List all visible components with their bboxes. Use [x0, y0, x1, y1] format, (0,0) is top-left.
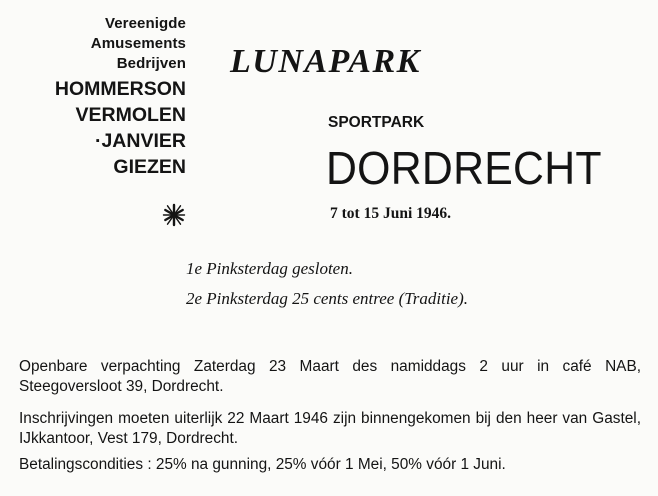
- organizer-title-line-2: Amusements: [90, 35, 186, 52]
- asterisk-star-icon: [161, 202, 187, 228]
- organizer-block: [55, 14, 186, 180]
- pinksteren-line-2: 2e Pinksterdag 25 cents entree (Traditie).: [186, 289, 469, 308]
- organizer-name-1: HOMMERSON: [54, 78, 186, 100]
- organizer-title-line-3: Bedrijven: [116, 55, 186, 72]
- event-name: LUNAPARK: [230, 43, 421, 80]
- organizer-name-4: GIEZEN: [113, 156, 186, 178]
- notice-registration: Inschrijvingen moeten uiterlijk 22 Maart 1946 zijn binnengekomen bij den heer van Gastel, IJkkantoor, Vest 179, Dordrecht.: [19, 410, 641, 447]
- organizer-title-line-1: Vereenigde: [104, 15, 186, 32]
- event-city: DORDRECHT: [326, 142, 602, 194]
- organizer-name-2: VERMOLEN: [75, 104, 186, 126]
- organizer-name-3: ·JANVIER: [94, 130, 186, 152]
- pinksteren-line-1: 1e Pinksterdag gesloten.: [186, 259, 353, 278]
- notice-lease: Openbare verpachting Zaterdag 23 Maart des namiddags 2 uur in café NAB, Steegoversloot 39, Dordrecht.: [19, 358, 641, 395]
- notice-payment: Betalingscondities : 25% na gunning, 25% vóór 1 Mei, 50% vóór 1 Juni.: [19, 456, 506, 473]
- event-dates: 7 tot 15 Juni 1946.: [330, 205, 451, 222]
- event-venue: SPORTPARK: [328, 114, 425, 131]
- organizer-title: [55, 14, 186, 74]
- organizer-names: [55, 76, 186, 180]
